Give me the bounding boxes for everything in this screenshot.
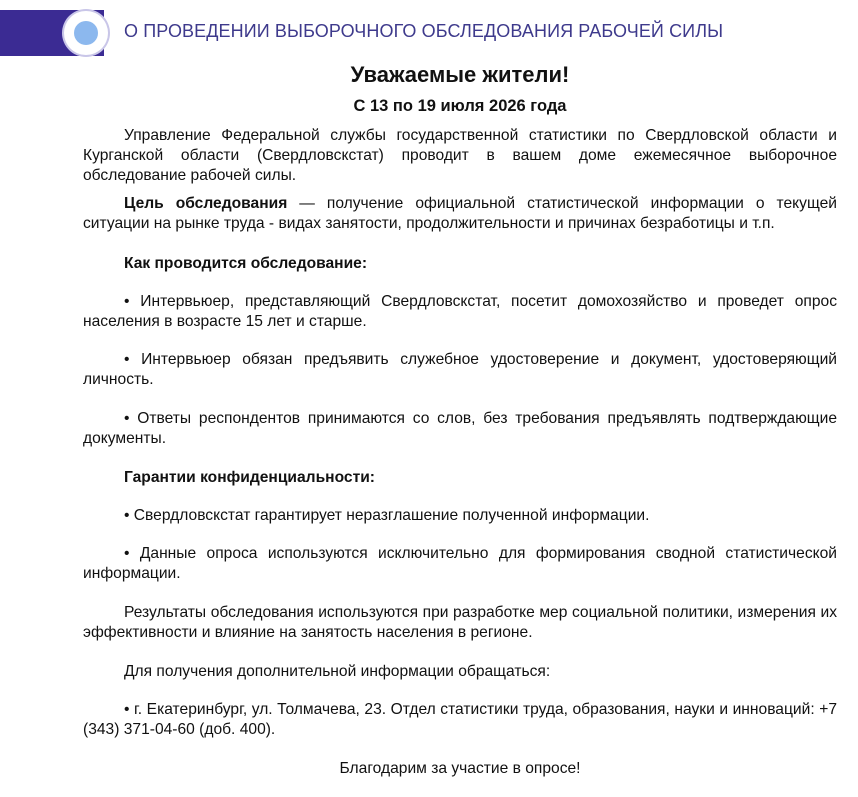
intro-paragraph: Управление Федеральной службы государственной статистики по Свердловской области и Курганской области (Свердловскстат) проводит в вашем доме ежемесячное выборочное обследование рабочей силы. bbox=[83, 127, 837, 184]
how-item-3: • Ответы респондентов принимаются со слов, без требования предъявлять подтверждающие документы. bbox=[83, 410, 837, 447]
privacy-heading: Гарантии конфиденциальности: bbox=[124, 469, 375, 486]
page-header bbox=[0, 0, 858, 60]
how-heading: Как проводится обследование: bbox=[124, 255, 368, 272]
goal-label: Цель обследования bbox=[124, 195, 288, 212]
goal-paragraph bbox=[83, 194, 837, 234]
survey-dates: С 13 по 19 июля 2026 года bbox=[353, 97, 567, 115]
document-title: Уважаемые жители! bbox=[350, 62, 570, 87]
header-title: О ПРОВЕДЕНИИ ВЫБОРОЧНОГО ОБСЛЕДОВАНИЯ РАБОЧЕЙ СИЛЫ bbox=[124, 21, 724, 41]
privacy-item-1: • Свердловскстат гарантирует неразглашение полученной информации. bbox=[124, 507, 650, 524]
circle-logo-inner bbox=[74, 21, 98, 45]
document-body bbox=[83, 62, 837, 779]
privacy-item-2: • Данные опроса используются исключительно для формирования сводной статистической информации. bbox=[83, 545, 837, 582]
how-item-2: • Интервьюер обязан предъявить служебное удостоверение и документ, удостоверяющий личность. bbox=[83, 351, 837, 388]
how-item-1: • Интервьюер, представляющий Свердловскстат, посетит домохозяйство и проведет опрос населения в возрасте 15 лет и старше. bbox=[83, 293, 837, 330]
contact-info: • г. Екатеринбург, ул. Толмачева, 23. Отдел статистики труда, образования, науки и инноваций: +7 (343) 371-04-60 (доб. 400). bbox=[83, 701, 837, 738]
circle-logo-icon bbox=[64, 11, 108, 55]
contact-intro: Для получения дополнительной информации обращаться: bbox=[124, 663, 551, 680]
goal-text: — получение официальной статистической информации о текущей ситуации на рынке труда - видах занятости, продолжительности и причинах безработицы и т.п. bbox=[83, 195, 837, 232]
results-paragraph: Результаты обследования используются при разработке мер социальной политики, измерения их эффективности и влияние на занятость населения в регионе. bbox=[83, 604, 837, 641]
thanks-line: Благодарим за участие в опросе! bbox=[339, 760, 581, 777]
